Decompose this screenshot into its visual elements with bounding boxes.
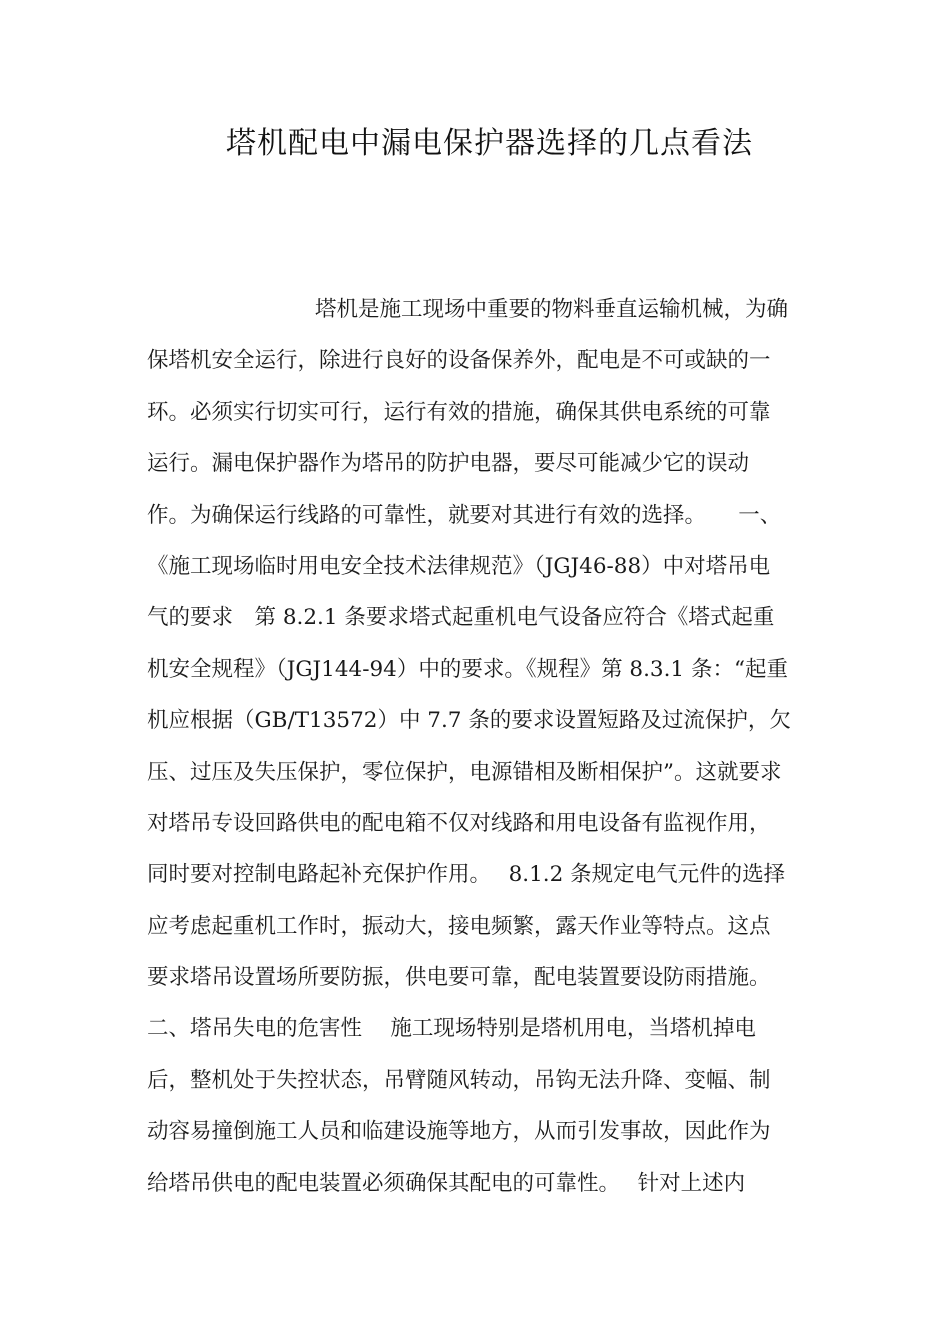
paragraph-line: 后，整机处于失控状态，吊臂随风转动，吊钩无法升降、变幅、制 — [147, 1067, 771, 1093]
paragraph-line: 运行。漏电保护器作为塔吊的防护电器，要尽可能减少它的误动 — [147, 451, 750, 477]
paragraph-line: 保塔机安全运行，除进行良好的设备保养外，配电是不可或缺的一 — [147, 348, 771, 374]
paragraph-line: 机安全规程》（JGJ144-94）中的要求。《规程》第 8.3.1 条：“起重 — [147, 656, 788, 682]
paragraph-line: 气的要求 第 8.2.1 条要求塔式起重机电气设备应符合《塔式起重 — [147, 605, 775, 631]
paragraph-line: 塔机是施工现场中重要的物料垂直运输机械，为确 — [315, 297, 789, 322]
paragraph-line: 动容易撞倒施工人员和临建设施等地方，从而引发事故，因此作为 — [147, 1119, 771, 1145]
document-title: 塔机配电中漏电保护器选择的几点看法 — [226, 126, 753, 161]
document-body — [147, 292, 807, 1217]
paragraph-line: 二、塔吊失电的危害性 施工现场特别是塔机用电，当塔机掉电 — [147, 1016, 756, 1042]
paragraph-line: 压、过压及失压保护，零位保护，电源错相及断相保护”。这就要求 — [147, 759, 782, 785]
paragraph-line: 环。必须实行切实可行，运行有效的措施，确保其供电系统的可靠 — [147, 399, 771, 425]
paragraph-line: 作。为确保运行线路的可靠性，就要对其进行有效的选择。 一、 — [147, 502, 782, 528]
paragraph-line: 给塔吊供电的配电装置必须确保其配电的可靠性。 针对上述内 — [147, 1170, 746, 1196]
paragraph-line: 同时要对控制电路起补充保护作用。 8.1.2 条规定电气元件的选择 — [147, 862, 786, 888]
paragraph-line: 机应根据（GB/T13572）中 7.7 条的要求设置短路及过流保护，欠 — [147, 708, 791, 734]
paragraph-line: 应考虑起重机工作时，振动大，接电频繁，露天作业等特点。这点 — [147, 913, 771, 939]
paragraph-line: 对塔吊专设回路供电的配电箱不仅对线路和用电设备有监视作用， — [147, 810, 771, 836]
paragraph-line: 《施工现场临时用电安全技术法律规范》（JGJ46-88）中对塔吊电 — [147, 553, 771, 579]
paragraph-line: 要求塔吊设置场所要防振，供电要可靠，配电装置要设防雨措施。 — [147, 965, 771, 991]
